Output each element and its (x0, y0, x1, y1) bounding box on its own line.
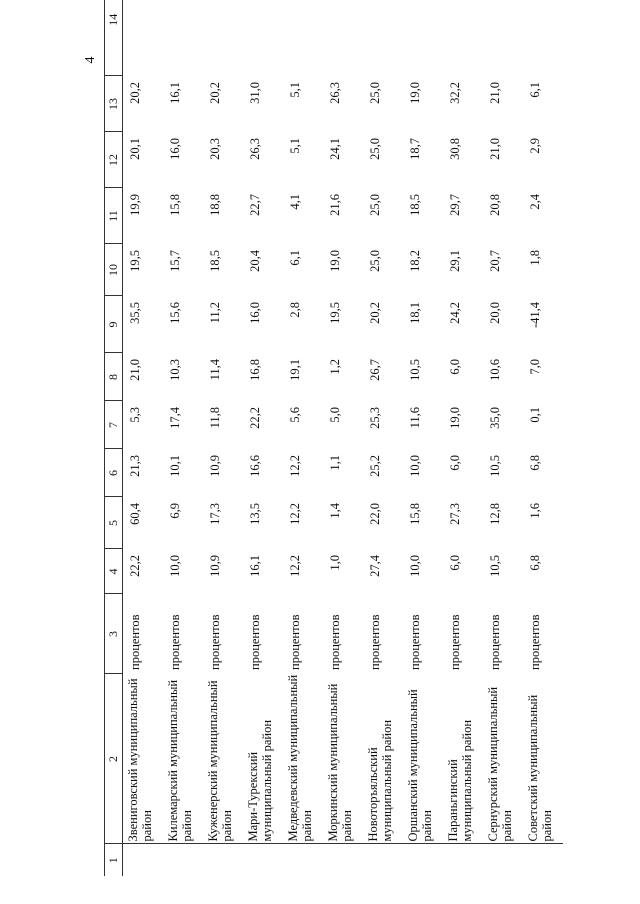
value-cell: 1,8 (527, 250, 542, 266)
value-cell: 18,5 (407, 194, 422, 216)
unit-cell: процентов (447, 614, 462, 670)
value-cell: 10,9 (207, 455, 222, 477)
column-header-9: 9 (105, 296, 123, 353)
table-row (163, 0, 203, 876)
value-cell: 35,5 (128, 302, 142, 324)
value-cell: 12,2 (287, 455, 302, 477)
value-cell: 17,3 (207, 503, 222, 525)
value-cell: 11,4 (207, 359, 222, 381)
value-cell: 19,0 (447, 407, 462, 429)
value-cell: 12,2 (287, 503, 302, 525)
value-cell (163, 0, 203, 76)
unit-cell: процентов (287, 614, 302, 670)
value-cell: 10,9 (207, 555, 222, 577)
value-cell: 21,0 (128, 359, 142, 381)
column-header-6: 6 (105, 449, 123, 497)
row-index-cell (483, 844, 523, 876)
value-cell: 20,3 (207, 138, 222, 160)
column-header-11: 11 (105, 188, 123, 244)
value-cell: 25,0 (367, 250, 382, 272)
value-cell: 10,5 (487, 555, 502, 577)
value-cell (403, 0, 443, 76)
value-cell: 26,7 (367, 359, 382, 381)
column-header-8: 8 (105, 353, 123, 401)
table-row (243, 0, 283, 876)
value-cell: 15,8 (167, 194, 182, 216)
value-cell: 21,0 (487, 138, 502, 160)
page-number: 4 (83, 56, 98, 64)
value-cell: 26,3 (247, 138, 262, 160)
value-cell (363, 0, 403, 76)
data-table (104, 0, 563, 876)
value-cell (203, 0, 243, 76)
value-cell: 10,0 (167, 555, 182, 577)
value-cell: 17,4 (167, 407, 182, 429)
row-index-cell (443, 844, 483, 876)
value-cell: 29,1 (447, 250, 462, 272)
value-cell: 22,2 (247, 407, 262, 429)
value-cell: 10,0 (407, 555, 422, 577)
value-cell: 1,6 (527, 503, 542, 519)
value-cell: 24,2 (447, 302, 462, 324)
row-index-cell (403, 844, 443, 876)
value-cell: 27,3 (447, 503, 462, 525)
value-cell: 10,5 (407, 359, 422, 381)
value-cell: 18,5 (207, 250, 222, 272)
value-cell: 25,2 (367, 455, 382, 477)
value-cell: 10,1 (167, 455, 182, 477)
value-cell (483, 0, 523, 76)
column-header-14: 14 (105, 0, 123, 76)
value-cell: 6,9 (167, 503, 182, 519)
value-cell: 6,1 (287, 250, 302, 266)
table-row (203, 0, 243, 876)
value-cell: 6,8 (527, 555, 542, 571)
value-cell: 26,3 (327, 82, 342, 104)
row-index-cell (363, 844, 403, 876)
value-cell: 15,6 (167, 302, 182, 324)
value-cell: 12,2 (287, 555, 302, 577)
district-name: Звениговский муниципальный район (123, 674, 163, 844)
value-cell: 10,0 (407, 455, 422, 477)
column-header-7: 7 (105, 401, 123, 449)
value-cell: 60,4 (128, 503, 142, 525)
value-cell: -41,4 (527, 302, 542, 329)
value-cell (123, 0, 163, 76)
unit-cell: процентов (527, 614, 542, 670)
value-cell: 11,6 (407, 407, 422, 429)
value-cell: 35,0 (487, 407, 502, 429)
value-cell: 6,0 (447, 455, 462, 471)
value-cell: 21,6 (327, 194, 342, 216)
value-cell (243, 0, 283, 76)
value-cell: 4,1 (287, 194, 302, 210)
table-row (323, 0, 363, 876)
table-body (123, 0, 563, 876)
column-header-10: 10 (105, 244, 123, 296)
value-cell: 22,0 (367, 503, 382, 525)
district-name: Параньгинский муниципальный район (443, 674, 483, 844)
value-cell: 5,0 (327, 407, 342, 423)
value-cell: 16,1 (247, 555, 262, 577)
column-header-3: 3 (105, 594, 123, 674)
value-cell: 25,0 (367, 194, 382, 216)
value-cell: 25,0 (367, 82, 382, 104)
table-row (123, 0, 163, 876)
district-name: Сернурский муниципальный район (483, 674, 523, 844)
row-index-cell (283, 844, 323, 876)
value-cell: 6,8 (527, 455, 542, 471)
value-cell (283, 0, 323, 76)
value-cell: 16,0 (167, 138, 182, 160)
value-cell: 19,5 (327, 302, 342, 324)
value-cell: 2,9 (527, 138, 542, 154)
value-cell: 22,2 (128, 555, 142, 577)
value-cell: 19,5 (128, 250, 142, 272)
column-header-2: 2 (105, 674, 123, 844)
row-index-cell (323, 844, 363, 876)
value-cell: 18,8 (207, 194, 222, 216)
value-cell: 1,1 (327, 455, 342, 471)
value-cell: 29,7 (447, 194, 462, 216)
row-index-cell (243, 844, 283, 876)
table-row (403, 0, 443, 876)
value-cell: 1,4 (327, 503, 342, 519)
value-cell: 0,1 (527, 407, 542, 423)
district-name: Медведевский муниципальный район (283, 674, 323, 844)
district-name: Моркинский муниципальный район (323, 674, 363, 844)
value-cell: 6,1 (527, 82, 542, 98)
district-name: Мари-Турекский муниципальный район (243, 674, 283, 844)
row-index-cell (123, 844, 163, 876)
value-cell: 18,1 (407, 302, 422, 324)
value-cell: 20,2 (367, 302, 382, 324)
value-cell: 12,8 (487, 503, 502, 525)
value-cell: 31,0 (247, 82, 262, 104)
value-cell: 1,0 (327, 555, 342, 571)
value-cell: 16,1 (167, 82, 182, 104)
value-cell: 25,0 (367, 138, 382, 160)
value-cell: 5,3 (128, 407, 142, 423)
value-cell: 19,0 (327, 250, 342, 272)
district-name: Куженерский муниципальный район (203, 674, 243, 844)
unit-cell: процентов (128, 614, 142, 670)
value-cell: 5,6 (287, 407, 302, 423)
value-cell: 30,8 (447, 138, 462, 160)
value-cell: 6,0 (447, 359, 462, 375)
value-cell: 15,8 (407, 503, 422, 525)
value-cell: 10,3 (167, 359, 182, 381)
value-cell: 20,2 (128, 82, 142, 104)
value-cell: 21,0 (487, 82, 502, 104)
value-cell: 20,2 (207, 82, 222, 104)
value-cell: 13,5 (247, 503, 262, 525)
value-cell: 5,1 (287, 138, 302, 154)
column-header-5: 5 (105, 497, 123, 549)
value-cell: 11,8 (207, 407, 222, 429)
value-cell: 11,2 (207, 302, 222, 324)
value-cell: 18,7 (407, 138, 422, 160)
value-cell: 27,4 (367, 555, 382, 577)
value-cell: 20,4 (247, 250, 262, 272)
value-cell: 32,2 (447, 82, 462, 104)
value-cell: 18,2 (407, 250, 422, 272)
value-cell: 20,7 (487, 250, 502, 272)
value-cell: 20,1 (128, 138, 142, 160)
value-cell: 19,9 (128, 194, 142, 216)
value-cell: 5,1 (287, 82, 302, 98)
value-cell (443, 0, 483, 76)
rotated-table-container (104, 14, 558, 876)
district-name: Советский муниципальный район (523, 674, 563, 844)
column-header-4: 4 (105, 549, 123, 594)
value-cell: 20,0 (487, 302, 502, 324)
value-cell: 20,8 (487, 194, 502, 216)
table-row (483, 0, 523, 876)
row-index-cell (523, 844, 563, 876)
value-cell: 10,5 (487, 455, 502, 477)
district-name: Оршанский муниципальный район (403, 674, 443, 844)
row-index-cell (163, 844, 203, 876)
value-cell: 19,0 (407, 82, 422, 104)
header-row (105, 0, 123, 876)
unit-cell: процентов (167, 614, 182, 670)
value-cell: 7,0 (527, 359, 542, 375)
value-cell: 16,8 (247, 359, 262, 381)
column-header-1: 1 (105, 844, 123, 876)
value-cell (323, 0, 363, 76)
table-row (523, 0, 563, 876)
value-cell: 2,8 (287, 302, 302, 318)
district-name: Новоторъяльский муниципальный район (363, 674, 403, 844)
value-cell: 15,7 (167, 250, 182, 272)
value-cell: 22,7 (247, 194, 262, 216)
value-cell: 6,0 (447, 555, 462, 571)
value-cell: 10,6 (487, 359, 502, 381)
value-cell: 16,6 (247, 455, 262, 477)
value-cell (523, 0, 563, 76)
column-header-12: 12 (105, 132, 123, 188)
unit-cell: процентов (247, 614, 262, 670)
value-cell: 1,2 (327, 359, 342, 375)
value-cell: 2,4 (527, 194, 542, 210)
table-row (283, 0, 323, 876)
value-cell: 25,3 (367, 407, 382, 429)
value-cell: 16,0 (247, 302, 262, 324)
unit-cell: процентов (407, 614, 422, 670)
table-row (363, 0, 403, 876)
value-cell: 21,3 (128, 455, 142, 477)
table-row (443, 0, 483, 876)
row-index-cell (203, 844, 243, 876)
value-cell: 19,1 (287, 359, 302, 381)
unit-cell: процентов (487, 614, 502, 670)
unit-cell: процентов (367, 614, 382, 670)
unit-cell: процентов (207, 614, 222, 670)
district-name: Килемарский муниципальный район (163, 674, 203, 844)
value-cell: 24,1 (327, 138, 342, 160)
column-header-13: 13 (105, 76, 123, 132)
unit-cell: процентов (327, 614, 342, 670)
